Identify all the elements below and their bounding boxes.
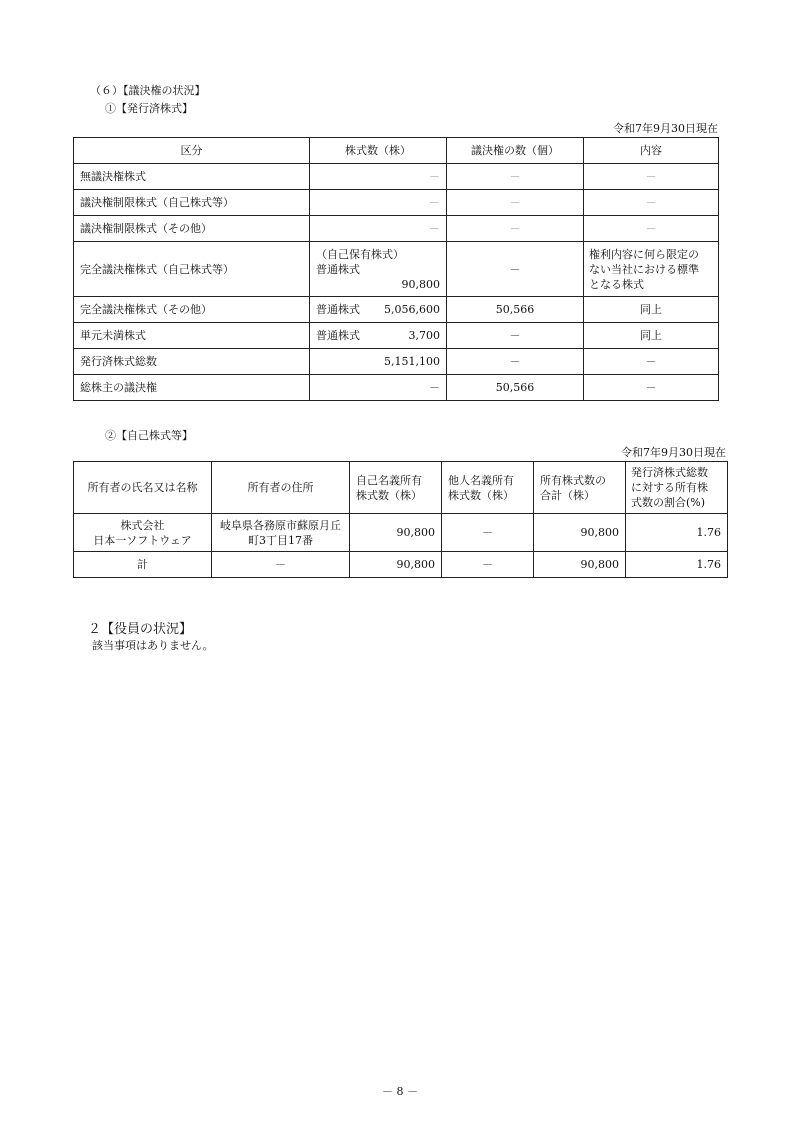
header-category: 区分	[74, 138, 310, 164]
content-cell: －	[584, 375, 719, 401]
header-own-name-shares	[350, 462, 442, 514]
table-row	[74, 164, 719, 190]
shares-note: （自己保有株式）	[316, 247, 404, 261]
as-of-date-2: 令和7年9月30日現在	[621, 446, 726, 459]
owner-address-line: 岐阜県各務原市蘇原月丘	[220, 518, 341, 532]
table-header-row	[74, 138, 719, 164]
as-of-date: 令和7年9月30日現在	[613, 122, 718, 135]
other-shares-cell: －	[442, 514, 534, 552]
content-cell: －	[584, 216, 719, 242]
header-content: 内容	[584, 138, 719, 164]
content-cell: 同上	[584, 323, 719, 349]
table-row	[74, 297, 719, 323]
owner-name-line: 株式会社	[120, 518, 165, 532]
ratio-cell: 1.76	[626, 552, 728, 578]
total-shares-cell: 90,800	[534, 514, 626, 552]
owner-address-cell: －	[212, 552, 350, 578]
subsection-heading-treasury-shares: ②【自己株式等】	[105, 429, 193, 442]
content-cell: －	[584, 349, 719, 375]
content-cell: －	[584, 164, 719, 190]
header-line: 株式数（株）	[448, 488, 514, 502]
row-label: 発行済株式総数	[74, 349, 310, 375]
total-shares-cell: 90,800	[534, 552, 626, 578]
owner-name-line: 日本一ソフトウェア	[93, 533, 192, 547]
row-label: 完全議決権株式（自己株式等）	[74, 242, 310, 297]
content-cell: 同上	[584, 297, 719, 323]
header-owner-address: 所有者の住所	[212, 462, 350, 514]
subsection-heading-issued-shares: ①【発行済株式】	[105, 102, 193, 115]
header-votes: 議決権の数（個）	[447, 138, 584, 164]
content-cell: －	[584, 190, 719, 216]
shares-cell	[310, 323, 447, 349]
votes-cell: －	[447, 242, 584, 297]
page-number: － 8 －	[382, 1085, 418, 1098]
shares-cell	[310, 297, 447, 323]
own-shares-cell: 90,800	[350, 552, 442, 578]
votes-cell: －	[447, 216, 584, 242]
owner-address-cell	[212, 514, 350, 552]
header-owner-name: 所有者の氏名又は名称	[74, 462, 212, 514]
votes-cell: 50,566	[447, 375, 584, 401]
table-row	[74, 514, 728, 552]
table-row	[74, 552, 728, 578]
row-label: 完全議決権株式（その他）	[74, 297, 310, 323]
owner-name-cell: 計	[74, 552, 212, 578]
row-label: 議決権制限株式（自己株式等）	[74, 190, 310, 216]
shares-cell: －	[310, 190, 447, 216]
header-line: に対する所有株	[631, 481, 708, 494]
header-line: 株式数（株）	[356, 488, 422, 502]
table-row	[74, 323, 719, 349]
shares-cell: －	[310, 375, 447, 401]
header-line: 合計（株）	[540, 488, 595, 502]
table-row	[74, 375, 719, 401]
owner-name-cell	[74, 514, 212, 552]
votes-cell: 50,566	[447, 297, 584, 323]
header-other-name-shares	[442, 462, 534, 514]
header-total-shares	[534, 462, 626, 514]
header-line: 所有株式数の	[540, 473, 606, 487]
shares-value: 5,056,600	[384, 303, 440, 316]
votes-cell: －	[447, 190, 584, 216]
table-row	[74, 190, 719, 216]
shares-cell: 5,151,100	[310, 349, 447, 375]
table-row	[74, 242, 719, 297]
shares-type: 普通株式	[316, 303, 360, 316]
shares-value: 3,700	[408, 329, 440, 342]
header-line: 式数の割合(%)	[631, 496, 706, 509]
row-label: 単元未満株式	[74, 323, 310, 349]
header-line: 自己名義所有	[356, 473, 422, 487]
own-shares-cell: 90,800	[350, 514, 442, 552]
content-line: 権利内容に何ら限定の	[589, 247, 699, 261]
header-line: 他人名義所有	[448, 473, 514, 487]
table-row	[74, 349, 719, 375]
ratio-cell: 1.76	[626, 514, 728, 552]
table-row	[74, 216, 719, 242]
shares-cell: －	[310, 164, 447, 190]
shares-cell	[310, 242, 447, 297]
content-line: となる株式	[589, 277, 644, 291]
content-cell	[584, 242, 719, 297]
row-label: 議決権制限株式（その他）	[74, 216, 310, 242]
content-line: ない当社における標準	[589, 262, 699, 276]
header-ratio	[626, 462, 728, 514]
votes-cell: －	[447, 164, 584, 190]
treasury-shares-table	[73, 461, 728, 578]
votes-cell: －	[447, 323, 584, 349]
row-label: 総株主の議決権	[74, 375, 310, 401]
header-shares: 株式数（株）	[310, 138, 447, 164]
table-header-row	[74, 462, 728, 514]
other-shares-cell: －	[442, 552, 534, 578]
header-line: 発行済株式総数	[631, 466, 708, 479]
section-text-none: 該当事項はありません。	[92, 639, 214, 652]
shares-type: 普通株式	[316, 329, 360, 342]
shares-value: 90,800	[401, 277, 440, 291]
row-label: 無議決権株式	[74, 164, 310, 190]
owner-address-line: 町3丁目17番	[248, 533, 313, 547]
issued-shares-table	[73, 137, 719, 401]
section-heading-officers: ２【役員の状況】	[88, 622, 193, 637]
shares-cell: －	[310, 216, 447, 242]
votes-cell: －	[447, 349, 584, 375]
shares-type: 普通株式	[316, 262, 360, 276]
section-heading-voting-rights: （６）【議決権の状況】	[90, 84, 206, 97]
